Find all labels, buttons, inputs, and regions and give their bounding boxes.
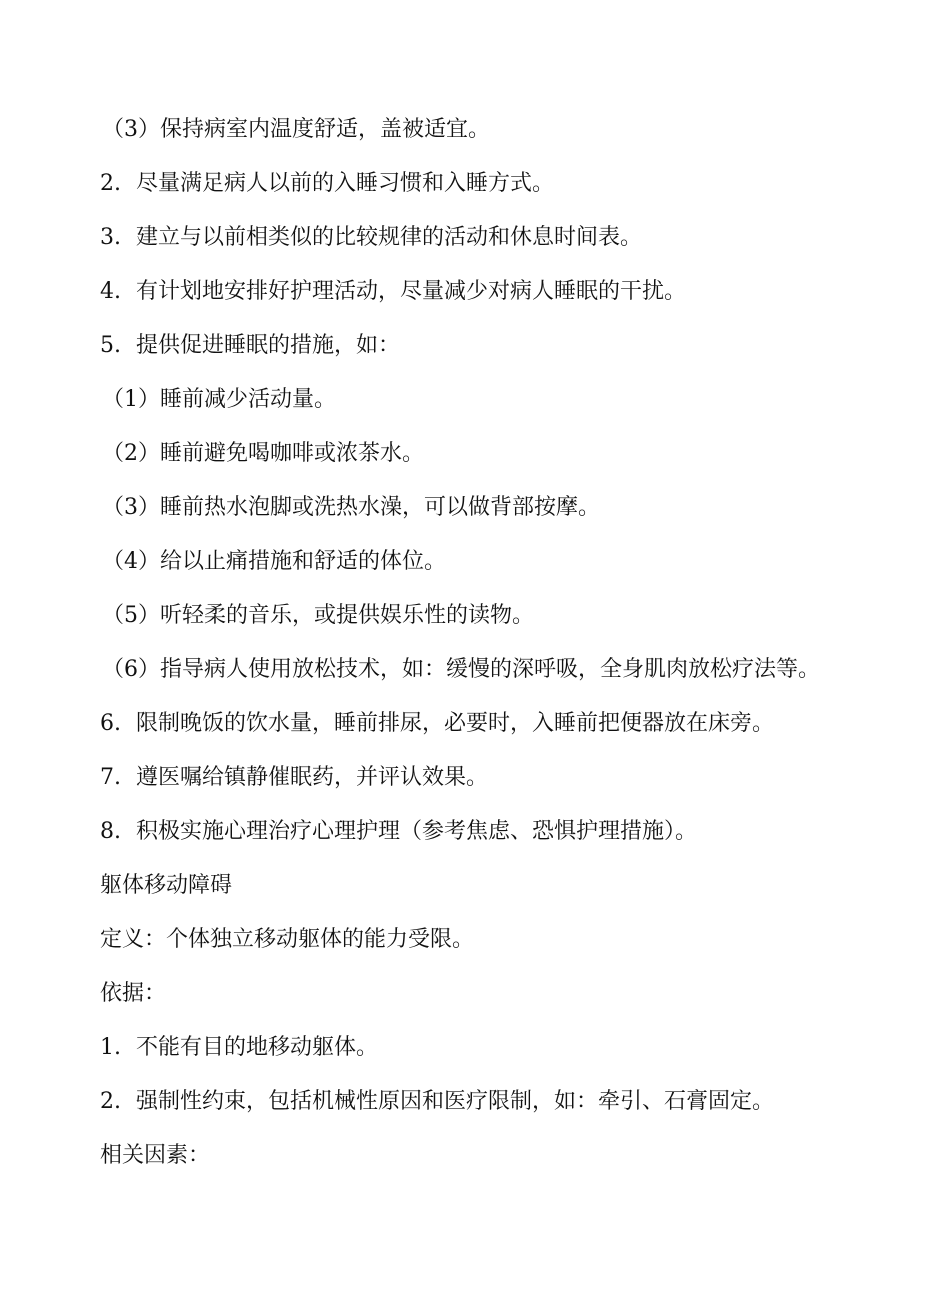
numbered-item (100, 1033, 378, 1063)
item-text: 有计划地安排好护理活动，尽量减少对病人睡眠的干扰。 (136, 279, 687, 304)
related-factors-label (100, 1141, 210, 1171)
sub-item (102, 601, 534, 631)
item-text: 提供促进睡眠的措施，如： (136, 333, 401, 358)
item-text: 不能有目的地移动躯体。 (136, 1035, 379, 1060)
sub-item-text: （4）给以止痛措施和舒适的体位。 (102, 549, 446, 574)
item-number: 5. (100, 333, 121, 358)
related-factors-text: 相关因素： (100, 1143, 211, 1168)
item-number: 1. (100, 1035, 121, 1060)
numbered-item (100, 817, 697, 847)
sub-item-text: （3）睡前热水泡脚或洗热水澡，可以做背部按摩。 (102, 495, 600, 520)
item-number: 2. (100, 1089, 121, 1114)
item-text: 强制性约束，包括机械性原因和医疗限制，如：牵引、石膏固定。 (136, 1089, 775, 1114)
sub-item-text: （5）听轻柔的音乐，或提供娱乐性的读物。 (102, 603, 534, 628)
heading-text: 躯体移动障碍 (100, 873, 233, 898)
sub-item-text: （6）指导病人使用放松技术，如：缓慢的深呼吸，全身肌肉放松疗法等。 (102, 657, 820, 682)
line-text: （3）保持病室内温度舒适，盖被适宜。 (102, 117, 490, 142)
sub-item-text: （1）睡前减少活动量。 (102, 387, 336, 412)
section-heading (100, 871, 232, 901)
basis-text: 依据： (100, 981, 167, 1006)
definition-line (100, 925, 474, 955)
item-text: 建立与以前相类似的比较规律的活动和休息时间表。 (136, 225, 643, 250)
numbered-item (100, 1087, 774, 1117)
item-text: 尽量满足病人以前的入睡习惯和入睡方式。 (136, 171, 555, 196)
sub-item (102, 439, 424, 469)
sub-item-text: （2）睡前避免喝咖啡或浓茶水。 (102, 441, 424, 466)
numbered-item (100, 331, 400, 361)
sub-item (102, 547, 446, 577)
numbered-item (100, 763, 488, 793)
text-line (102, 115, 490, 145)
definition-text: 定义：个体独立移动躯体的能力受限。 (100, 927, 475, 952)
item-number: 6. (100, 711, 121, 736)
item-text: 积极实施心理治疗心理护理（参考焦虑、恐惧护理措施）。 (136, 819, 698, 844)
item-text: 遵医嘱给镇静催眠药，并评认效果。 (136, 765, 489, 790)
item-number: 7. (100, 765, 121, 790)
basis-label (100, 979, 166, 1009)
item-text: 限制晚饭的饮水量，睡前排尿，必要时，入睡前把便器放在床旁。 (136, 711, 775, 736)
sub-item (102, 385, 336, 415)
item-number: 4. (100, 279, 121, 304)
numbered-item (100, 709, 774, 739)
numbered-item (100, 169, 554, 199)
numbered-item (100, 223, 642, 253)
sub-item (102, 493, 600, 523)
sub-item (102, 655, 820, 685)
item-number: 2. (100, 171, 121, 196)
item-number: 3. (100, 225, 121, 250)
item-number: 8. (100, 819, 121, 844)
numbered-item (100, 277, 686, 307)
